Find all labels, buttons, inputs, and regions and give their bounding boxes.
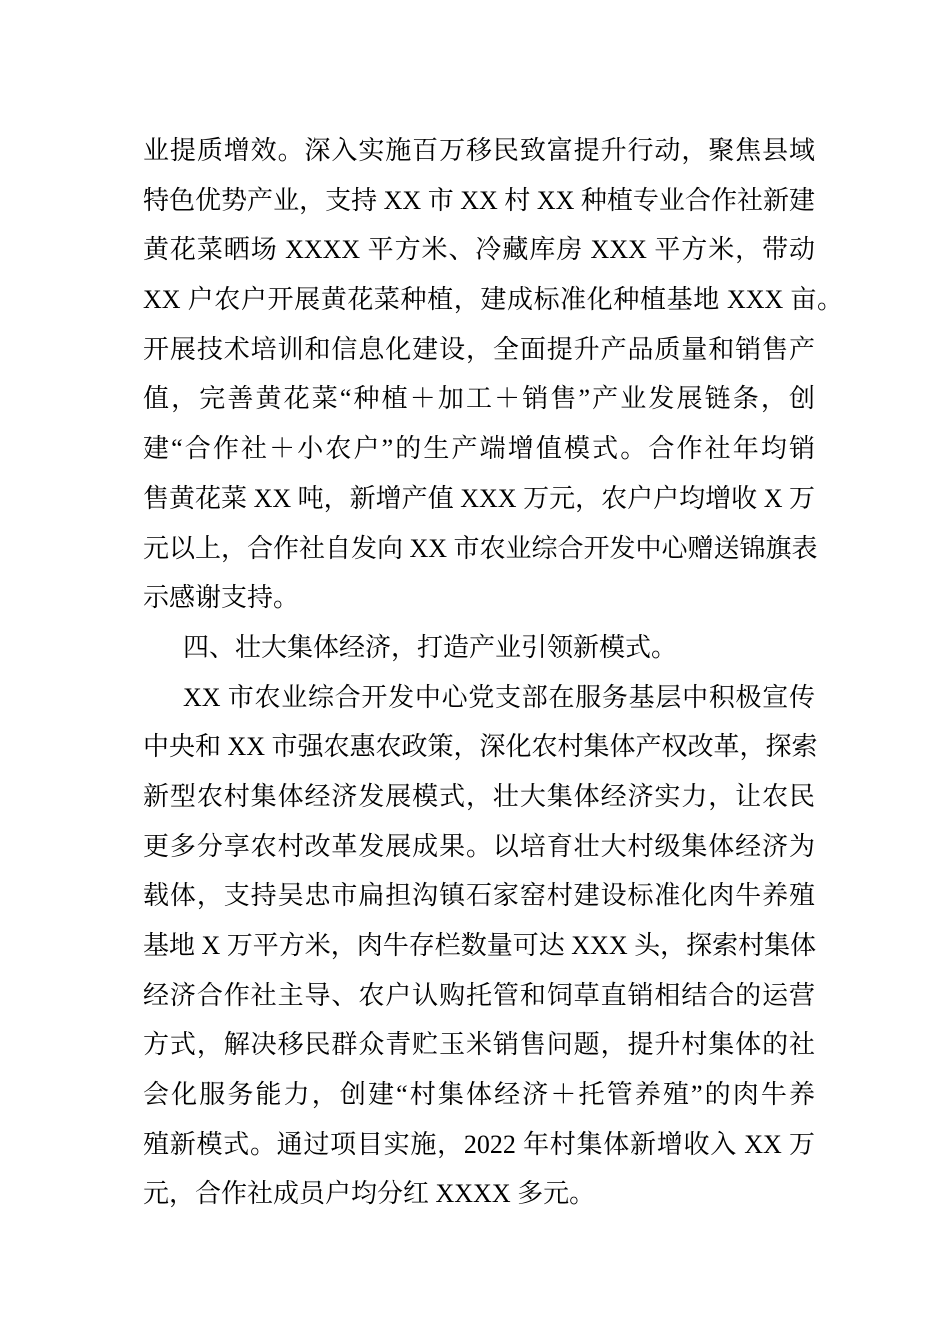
- text-line: 经济合作社主导、农户认购托管和饲草直销相结合的运营: [143, 980, 815, 1010]
- text-line: 示感谢支持。: [143, 583, 300, 613]
- document-text-block: [143, 126, 843, 1219]
- text-line: 中央和 XX 市强农惠农政策，深化农村集体产权改革，探索: [143, 732, 818, 762]
- text-line: 新型农村集体经济发展模式，壮大集体经济实力，让农民: [143, 781, 815, 811]
- text-line: 值，完善黄花菜“种植＋加工＋销售”产业发展链条，创: [143, 384, 815, 414]
- text-line: 元以上，合作社自发向 XX 市农业综合开发中心赠送锦旗表: [143, 533, 818, 563]
- text-line: 售黄花菜 XX 吨，新增产值 XXX 万元，农户户均增收 X 万: [143, 483, 815, 513]
- text-line: XX 户农户开展黄花菜种植，建成标准化种植基地 XXX 亩。: [143, 285, 843, 315]
- text-line: 建“合作社＋小农户”的生产端增值模式。合作社年均销: [143, 434, 815, 464]
- text-line: 开展技术培训和信息化建设，全面提升产品质量和销售产: [143, 334, 815, 364]
- text-line: 特色优势产业，支持 XX 市 XX 村 XX 种植专业合作社新建: [143, 185, 815, 215]
- text-line: 会化服务能力，创建“村集体经济＋托管养殖”的肉牛养: [143, 1080, 815, 1110]
- text-line: 方式，解决移民群众青贮玉米销售问题，提升村集体的社: [143, 1030, 815, 1060]
- text-line: 更多分享农村改革发展成果。以培育壮大村级集体经济为: [143, 831, 815, 861]
- text-line: 基地 X 万平方米，肉牛存栏数量可达 XXX 头，探索村集体: [143, 931, 817, 960]
- text-line: 业提质增效。深入实施百万移民致富提升行动，聚焦县域: [143, 136, 815, 165]
- text-line: 殖新模式。通过项目实施，2022 年村集体新增收入 XX 万: [143, 1129, 815, 1159]
- text-line: 载体，支持吴忠市扁担沟镇石家窑村建设标准化肉牛养殖: [143, 881, 815, 911]
- section-heading: 四、壮大集体经济，打造产业引领新模式。: [183, 632, 678, 662]
- text-line: XX 市农业综合开发中心党支部在服务基层中积极宣传: [183, 682, 815, 712]
- text-line: 黄花菜晒场 XXXX 平方米、冷藏库房 XXX 平方米，带动: [143, 235, 815, 265]
- text-line: 元，合作社成员户均分红 XXXX 多元。: [143, 1179, 596, 1209]
